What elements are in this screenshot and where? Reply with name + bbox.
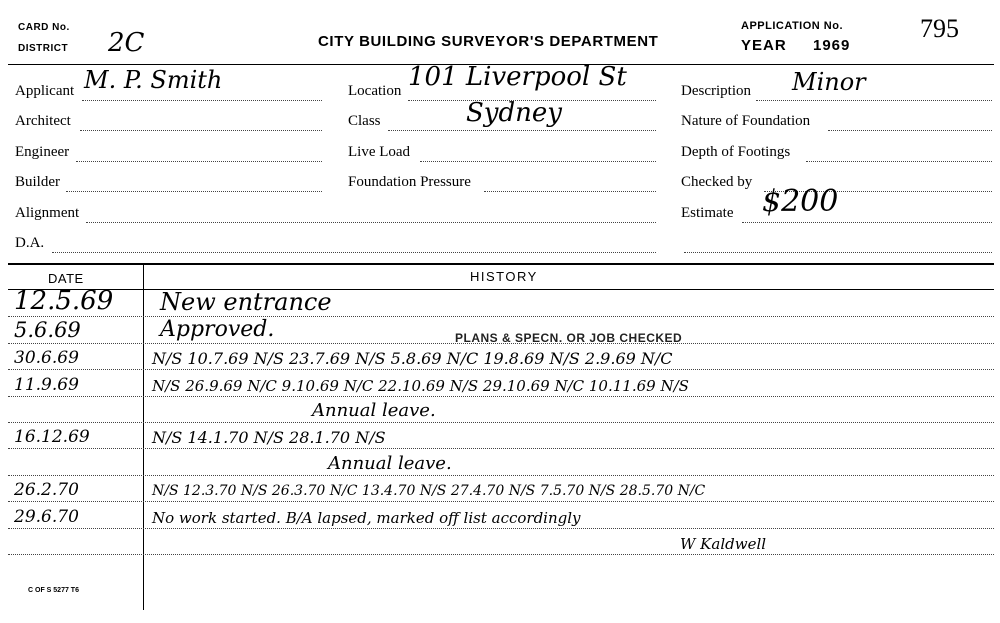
location-value-2: Sydney xyxy=(466,98,562,128)
description-line xyxy=(756,100,992,101)
nature-of-foundation-line xyxy=(828,130,992,131)
engineer-label: Engineer xyxy=(15,144,70,160)
applicant-line xyxy=(82,100,322,101)
history-row-entry: N/S 14.1.70 N/S 28.1.70 N/S xyxy=(152,428,386,448)
applicant-value: M. P. Smith xyxy=(84,66,223,94)
history-row-entry: Annual leave. xyxy=(328,452,452,474)
department-title: CITY BUILDING SURVEYOR'S DEPARTMENT xyxy=(318,33,659,50)
history-row-date: 16.12.69 xyxy=(14,427,90,448)
application-no-value: 795 xyxy=(920,14,959,43)
row-rule xyxy=(8,422,994,423)
class-label: Class xyxy=(348,113,381,129)
builder-line xyxy=(66,191,322,192)
depth-of-footings-line xyxy=(806,161,992,162)
right-blank-line xyxy=(684,252,992,253)
history-row-entry: N/S 10.7.69 N/S 23.7.69 N/S 5.8.69 N/C 19.8.69 N/S 2.9.69 N/C xyxy=(152,349,673,369)
builder-label: Builder xyxy=(15,174,60,190)
live-load-line xyxy=(420,161,656,162)
architect-line xyxy=(80,130,322,131)
history-header: HISTORY xyxy=(470,269,538,284)
history-row-entry: Approved. xyxy=(160,316,275,342)
description-value: Minor xyxy=(792,68,866,96)
history-row-entry: W Kaldwell xyxy=(680,535,767,553)
description-label: Description xyxy=(681,83,751,99)
year-label: YEAR xyxy=(741,37,787,54)
application-no-label: APPLICATION No. xyxy=(741,20,844,32)
location-label: Location xyxy=(348,83,402,99)
district-value: 2C xyxy=(108,28,145,58)
row-rule xyxy=(8,369,994,370)
class-line xyxy=(388,130,656,131)
engineer-line xyxy=(76,161,322,162)
architect-label: Architect xyxy=(15,113,71,129)
row-rule xyxy=(8,501,994,502)
card-no-label: CARD No. xyxy=(18,22,70,33)
checked-by-label: Checked by xyxy=(681,174,753,190)
history-row-entry: N/S 12.3.70 N/S 26.3.70 N/C 13.4.70 N/S 27.4.70 N/S 7.5.70 N/S 28.5.70 N/C xyxy=(152,483,706,500)
history-row-entry: New entrance xyxy=(160,288,332,317)
history-row-date: 5.6.69 xyxy=(14,317,81,342)
date-header: DATE xyxy=(48,271,84,286)
history-row-date: 30.6.69 xyxy=(14,348,79,369)
row-rule xyxy=(8,475,994,476)
history-row-entry: Annual leave. xyxy=(312,400,436,421)
history-row-entry: N/S 26.9.69 N/C 9.10.69 N/C 22.10.69 N/S 29.10.69 N/C 10.11.69 N/S xyxy=(152,376,689,395)
district-label: DISTRICT xyxy=(18,43,69,54)
nature-of-foundation-label: Nature of Foundation xyxy=(681,113,811,129)
row-rule xyxy=(8,316,994,317)
live-load-label: Live Load xyxy=(348,144,411,160)
estimate-value: $200 xyxy=(762,184,839,219)
plans-checked-stamp: PLANS & SPECN. OR JOB CHECKED xyxy=(455,331,683,345)
alignment-label: Alignment xyxy=(15,205,80,221)
history-row-date: 11.9.69 xyxy=(14,374,79,395)
estimate-label: Estimate xyxy=(681,205,734,221)
row-rule xyxy=(8,448,994,449)
history-row-entry: No work started. B/A lapsed, marked off list accordingly xyxy=(152,508,581,527)
form-code: C OF S 5277 T6 xyxy=(28,587,79,594)
table-top-rule xyxy=(8,263,994,265)
row-rule xyxy=(8,396,994,397)
estimate-line xyxy=(742,222,992,223)
location-value: 101 Liverpool St xyxy=(408,62,627,92)
history-row-date: 26.2.70 xyxy=(14,480,79,501)
row-rule xyxy=(8,554,994,555)
alignment-line xyxy=(86,222,656,223)
da-label: D.A. xyxy=(15,235,45,251)
history-row-date: 12.5.69 xyxy=(14,286,114,317)
da-line xyxy=(52,252,656,253)
history-row-date: 29.6.70 xyxy=(14,506,79,527)
foundation-pressure-label: Foundation Pressure xyxy=(348,174,471,190)
year-value: 1969 xyxy=(813,37,851,54)
foundation-pressure-line xyxy=(484,191,656,192)
applicant-label: Applicant xyxy=(15,83,75,99)
table-header-rule xyxy=(8,289,994,290)
row-rule xyxy=(8,528,994,529)
depth-of-footings-label: Depth of Footings xyxy=(681,144,791,160)
